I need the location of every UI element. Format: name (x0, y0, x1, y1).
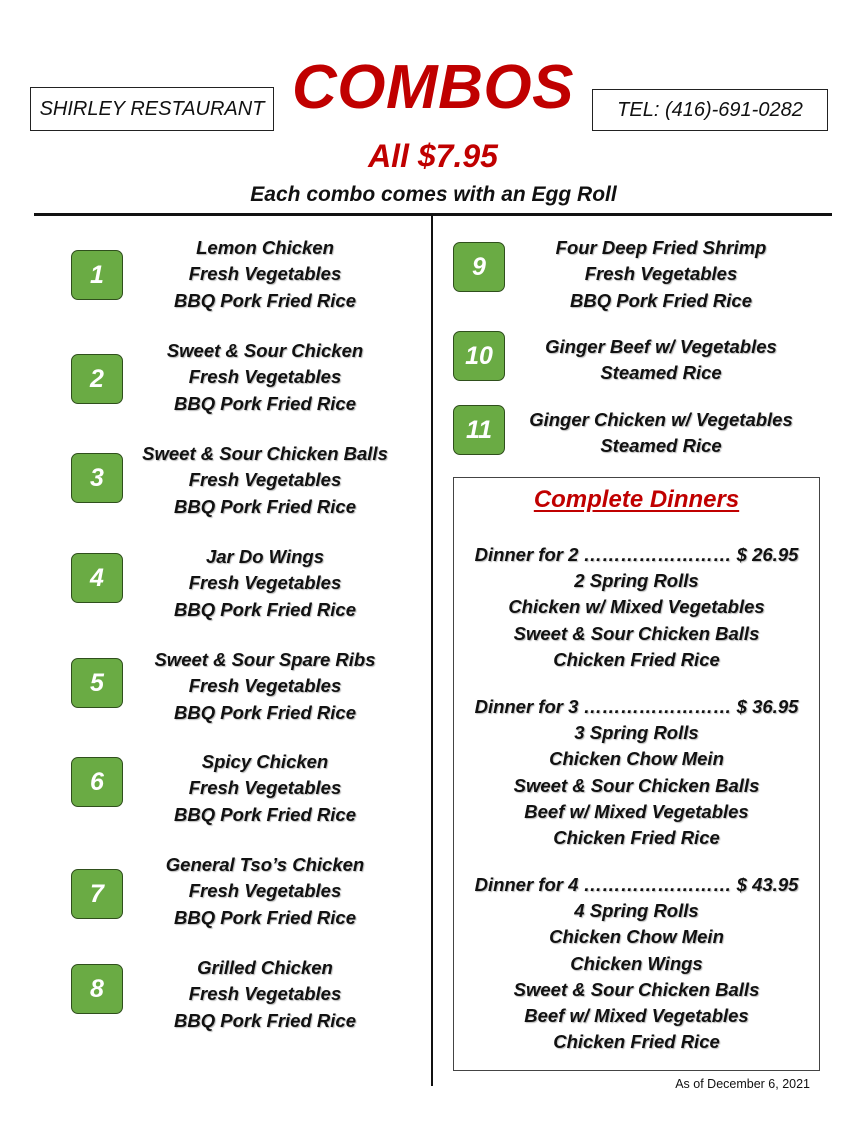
dinner-heading: Dinner for 3 …………………… $ 36.95 (474, 696, 799, 717)
dinner-item: Chicken Chow Mein (549, 926, 724, 948)
dinner-heading: Dinner for 2 …………………… $ 26.95 (474, 544, 799, 565)
combo-8-description (130, 955, 400, 1034)
combo-line: Steamed Rice (600, 362, 722, 384)
combo-line: Four Deep Fried Shrimp (555, 237, 767, 258)
dinner-item: Chicken Fried Rice (553, 1031, 720, 1053)
combo-line: BBQ Pork Fried Rice (174, 495, 356, 517)
combo-line: BBQ Pork Fried Rice (174, 392, 356, 414)
combo-line: Fresh Vegetables (584, 263, 738, 285)
dinner-item: Sweet & Sour Chicken Balls (513, 774, 760, 796)
combo-2-badge: 2 (71, 354, 123, 404)
combo-line: BBQ Pork Fried Rice (174, 598, 356, 620)
combo-line: Fresh Vegetables (188, 675, 342, 697)
combo-line: Fresh Vegetables (188, 469, 342, 491)
phone-number: TEL: (416)-691-0282 (617, 98, 803, 121)
combo-1-description (130, 235, 400, 314)
combo-line: Ginger Beef w/ Vegetables (545, 336, 777, 357)
combo-line: Steamed Rice (600, 435, 722, 457)
combo-line: Lemon Chicken (196, 237, 334, 258)
combo-line: BBQ Pork Fried Rice (174, 906, 356, 928)
combo-line: Sweet & Sour Spare Ribs (154, 649, 376, 670)
combo-line: BBQ Pork Fried Rice (570, 289, 752, 311)
dinner-item: 2 Spring Rolls (574, 570, 699, 592)
combo-line: Fresh Vegetables (188, 263, 342, 285)
combo-2-description (130, 338, 400, 417)
combo-line: BBQ Pork Fried Rice (174, 289, 356, 311)
combo-5-badge: 5 (71, 658, 123, 708)
dinner-item: 4 Spring Rolls (574, 900, 699, 922)
combo-line: Spicy Chicken (201, 751, 329, 772)
dinner-for-3 (453, 694, 820, 851)
combo-4-description (130, 544, 400, 623)
dinner-for-4 (453, 872, 820, 1055)
combo-line: Fresh Vegetables (188, 572, 342, 594)
dinner-item: Chicken Wings (570, 952, 703, 974)
column-divider (431, 216, 433, 1086)
header-divider (34, 213, 832, 216)
combo-price: All $7.95 (368, 138, 498, 174)
combo-line: Sweet & Sour Chicken (166, 340, 364, 361)
dinner-item: Chicken Fried Rice (553, 648, 720, 670)
combo-8-badge: 8 (71, 964, 123, 1014)
combo-10-badge: 10 (453, 331, 505, 381)
dinner-item: Sweet & Sour Chicken Balls (513, 622, 760, 644)
combo-line: Fresh Vegetables (188, 983, 342, 1005)
combo-5-description (130, 647, 400, 726)
combo-line: Fresh Vegetables (188, 880, 342, 902)
restaurant-name: SHIRLEY RESTAURANT (39, 97, 265, 120)
dinner-item: Sweet & Sour Chicken Balls (513, 978, 760, 1000)
dinner-item: Beef w/ Mixed Vegetables (524, 1005, 749, 1027)
dinner-item: Chicken Chow Mein (549, 748, 724, 770)
combo-line: Grilled Chicken (197, 957, 333, 978)
combo-line: Sweet & Sour Chicken Balls (142, 443, 388, 464)
combo-line: BBQ Pork Fried Rice (174, 803, 356, 825)
combo-line: Fresh Vegetables (188, 366, 342, 388)
combo-1-badge: 1 (71, 250, 123, 300)
dinner-heading: Dinner for 4 …………………… $ 43.95 (474, 874, 799, 895)
combo-7-badge: 7 (71, 869, 123, 919)
dinner-item: Chicken w/ Mixed Vegetables (508, 596, 765, 618)
combo-11-badge: 11 (453, 405, 505, 455)
combo-10-description (515, 334, 807, 387)
dinner-item: Chicken Fried Rice (553, 827, 720, 849)
subtitle: Each combo comes with an Egg Roll (250, 183, 617, 206)
page-title: COMBOS (292, 53, 574, 122)
dinner-item: Beef w/ Mixed Vegetables (524, 800, 749, 822)
combo-line: BBQ Pork Fried Rice (174, 1009, 356, 1031)
phone-box (592, 89, 828, 131)
as-of-date: As of December 6, 2021 (675, 1077, 810, 1091)
combo-line: Jar Do Wings (205, 546, 325, 567)
combo-3-description (130, 441, 400, 520)
combo-line: Fresh Vegetables (188, 777, 342, 799)
complete-dinners-title: Complete Dinners (533, 486, 740, 513)
combo-9-badge: 9 (453, 242, 505, 292)
combo-6-description (130, 749, 400, 828)
combo-7-description (130, 852, 400, 931)
combo-3-badge: 3 (71, 453, 123, 503)
dinner-for-2 (453, 542, 820, 673)
restaurant-name-box (30, 87, 274, 131)
dinner-item: 3 Spring Rolls (574, 722, 699, 744)
combo-line: Ginger Chicken w/ Vegetables (529, 409, 793, 430)
combo-6-badge: 6 (71, 757, 123, 807)
combo-9-description (515, 235, 807, 314)
combo-line: General Tso’s Chicken (165, 854, 365, 875)
combo-line: BBQ Pork Fried Rice (174, 701, 356, 723)
combo-4-badge: 4 (71, 553, 123, 603)
combo-11-description (515, 407, 807, 460)
